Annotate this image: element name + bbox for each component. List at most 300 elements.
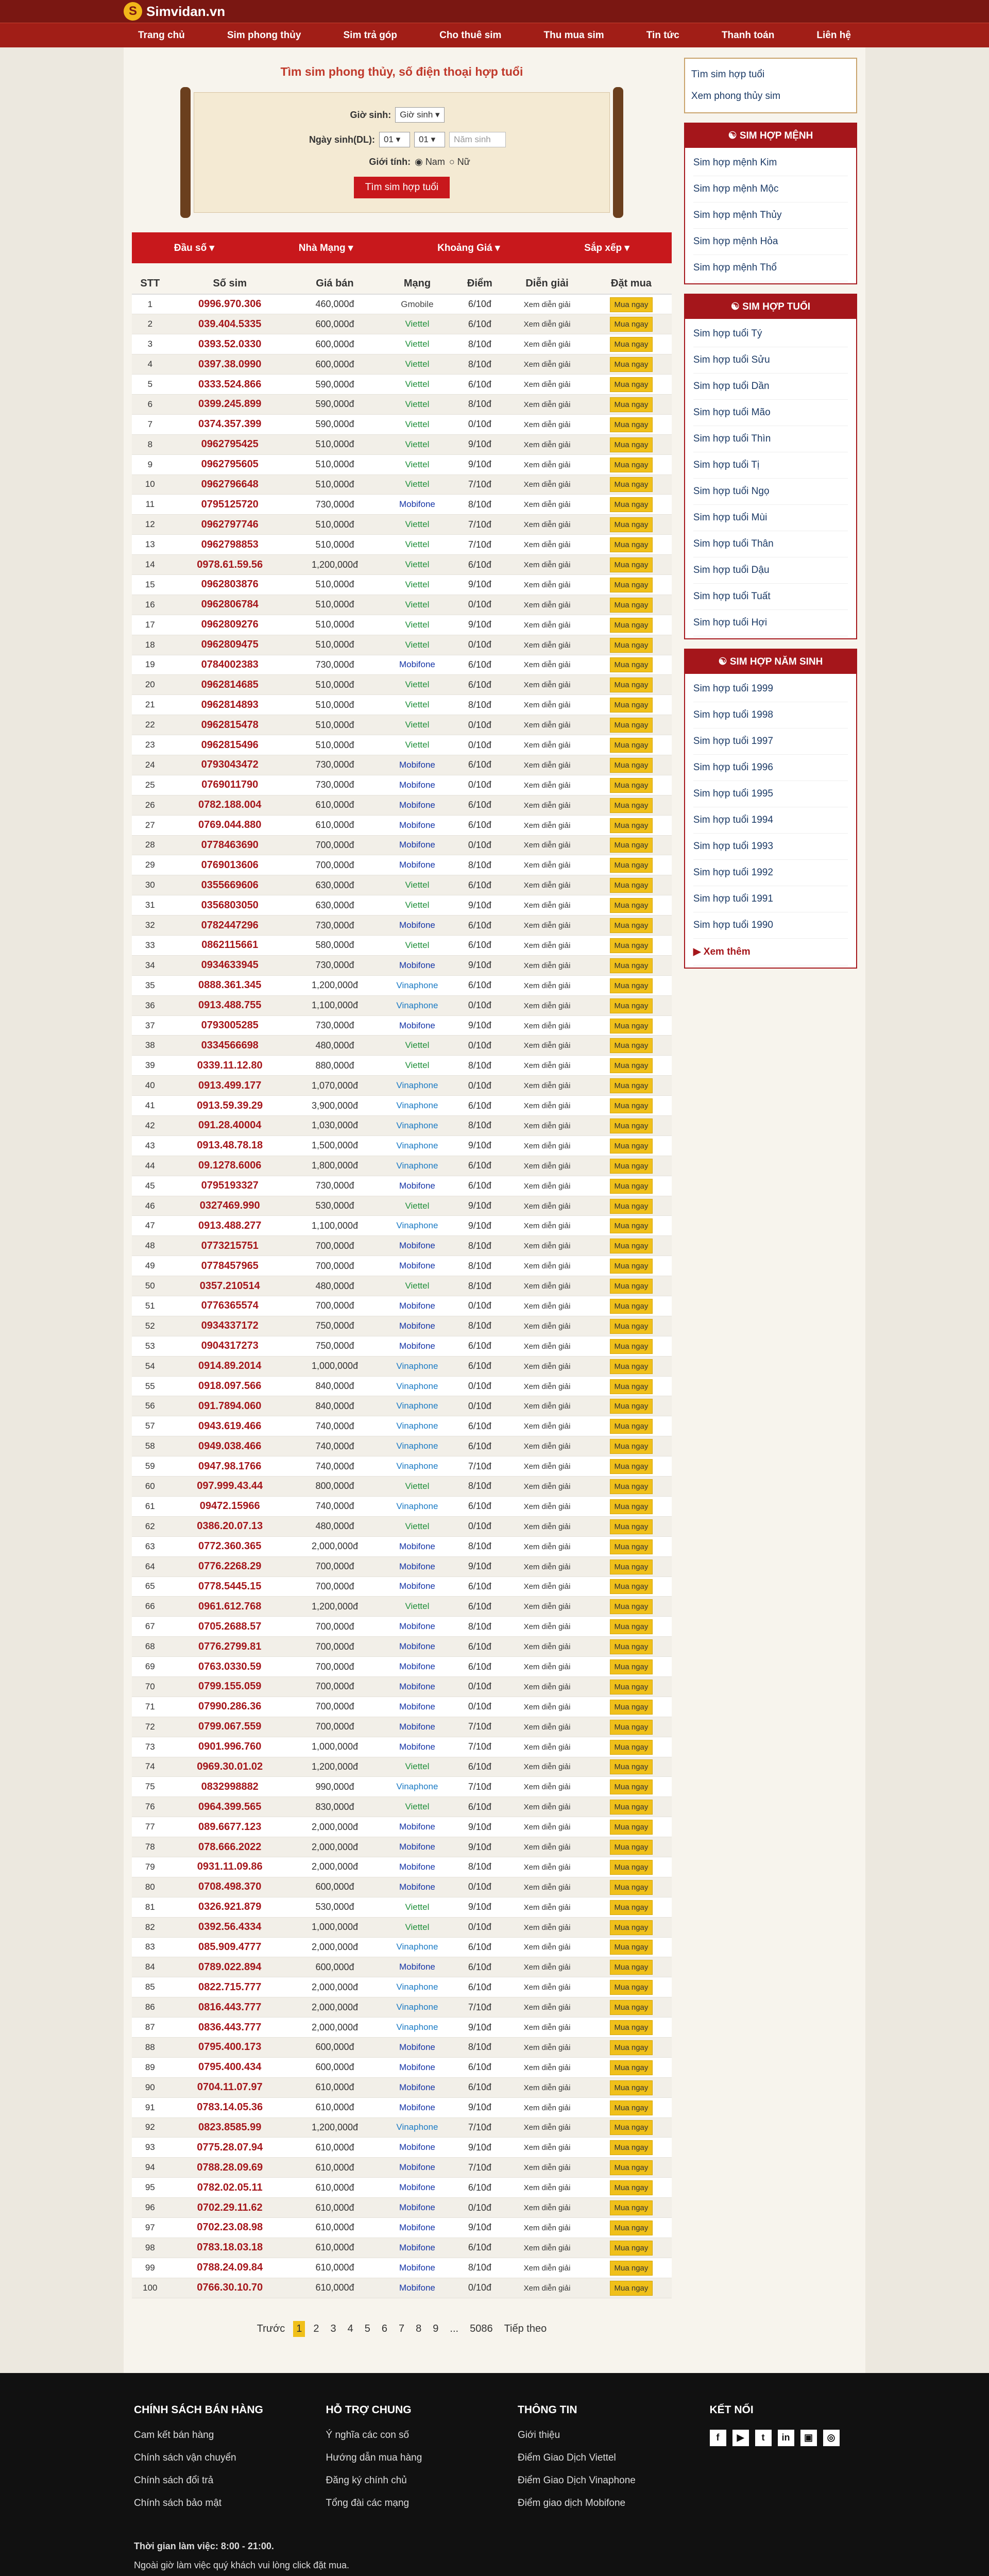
explain-link[interactable]: Xem diễn giải: [523, 1843, 571, 1852]
explain-link[interactable]: Xem diễn giải: [523, 1262, 571, 1271]
sim-number[interactable]: 0996.970.306: [168, 294, 292, 314]
buy-now-button[interactable]: Mua ngay: [610, 1459, 653, 1474]
buy-now-button[interactable]: Mua ngay: [610, 1159, 653, 1174]
buy-now-button[interactable]: Mua ngay: [610, 998, 653, 1013]
gender-female-radio[interactable]: ○ Nữ: [449, 157, 470, 167]
buy-now-button[interactable]: Mua ngay: [610, 838, 653, 853]
buy-now-button[interactable]: Mua ngay: [610, 898, 653, 913]
buy-now-button[interactable]: Mua ngay: [610, 1920, 653, 1935]
explain-link[interactable]: Xem diễn giải: [523, 1141, 571, 1150]
sim-number[interactable]: 0962796648: [168, 474, 292, 495]
buy-now-button[interactable]: Mua ngay: [610, 718, 653, 733]
explain-link[interactable]: Xem diễn giải: [523, 360, 571, 369]
sim-number[interactable]: 0769013606: [168, 855, 292, 875]
explain-link[interactable]: Xem diễn giải: [523, 2083, 571, 2092]
sim-number[interactable]: 0816.443.777: [168, 1997, 292, 2018]
footer-link[interactable]: Điểm Giao Dịch Vinaphone: [518, 2475, 636, 2486]
sim-number[interactable]: 0901.996.760: [168, 1737, 292, 1757]
explain-link[interactable]: Xem diễn giải: [523, 540, 571, 550]
footer-link[interactable]: Hướng dẫn mua hàng: [326, 2452, 422, 2463]
buy-now-button[interactable]: Mua ngay: [610, 1279, 653, 1294]
buy-now-button[interactable]: Mua ngay: [610, 2221, 653, 2235]
buy-now-button[interactable]: Mua ngay: [610, 778, 653, 793]
buy-now-button[interactable]: Mua ngay: [610, 377, 653, 392]
sim-number[interactable]: 0392.56.4334: [168, 1917, 292, 1937]
explain-link[interactable]: Xem diễn giải: [523, 380, 571, 389]
sim-number[interactable]: 0397.38.0990: [168, 354, 292, 375]
buy-now-button[interactable]: Mua ngay: [610, 2160, 653, 2175]
buy-now-button[interactable]: Mua ngay: [610, 1960, 653, 1975]
sim-number[interactable]: 0962814685: [168, 675, 292, 695]
sidebar-item-namsinh[interactable]: Sim hợp tuổi 1995: [693, 781, 848, 807]
buy-now-button[interactable]: Mua ngay: [610, 1319, 653, 1334]
buy-now-button[interactable]: Mua ngay: [610, 1019, 653, 1033]
explain-link[interactable]: Xem diễn giải: [523, 640, 571, 650]
explain-link[interactable]: Xem diễn giải: [523, 1562, 571, 1571]
buy-now-button[interactable]: Mua ngay: [610, 1339, 653, 1354]
sim-number[interactable]: 0862115661: [168, 936, 292, 956]
explain-link[interactable]: Xem diễn giải: [523, 1862, 571, 1872]
sim-number[interactable]: 0914.89.2014: [168, 1356, 292, 1376]
buy-now-button[interactable]: Mua ngay: [610, 657, 653, 672]
buy-now-button[interactable]: Mua ngay: [610, 437, 653, 452]
explain-link[interactable]: Xem diễn giải: [523, 1462, 571, 1471]
sidebar-item-namsinh[interactable]: Sim hợp tuổi 1990: [693, 912, 848, 939]
explain-link[interactable]: Xem diễn giải: [523, 1642, 571, 1652]
pagination-item[interactable]: 1: [293, 2321, 305, 2337]
explain-link[interactable]: Xem diễn giải: [523, 861, 571, 870]
sim-number[interactable]: 0334566698: [168, 1036, 292, 1056]
buy-now-button[interactable]: Mua ngay: [610, 1379, 653, 1394]
sim-number[interactable]: 0766.30.10.70: [168, 2278, 292, 2298]
buy-now-button[interactable]: Mua ngay: [610, 2060, 653, 2075]
buy-now-button[interactable]: Mua ngay: [610, 698, 653, 713]
buy-now-button[interactable]: Mua ngay: [610, 1118, 653, 1133]
explain-link[interactable]: Xem diễn giải: [523, 520, 571, 530]
explain-link[interactable]: Xem diễn giải: [523, 961, 571, 970]
buy-now-button[interactable]: Mua ngay: [610, 598, 653, 613]
footer-link[interactable]: Ý nghĩa các con số: [326, 2429, 410, 2441]
explain-link[interactable]: Xem diễn giải: [523, 1161, 571, 1171]
explain-link[interactable]: Xem diễn giải: [523, 580, 571, 589]
sidebar-top-link[interactable]: Xem phong thủy sim: [691, 91, 781, 101]
sim-number[interactable]: 091.28.40004: [168, 1116, 292, 1136]
buy-now-button[interactable]: Mua ngay: [610, 1058, 653, 1073]
sim-number[interactable]: 078.666.2022: [168, 1837, 292, 1857]
sim-number[interactable]: 0356803050: [168, 895, 292, 916]
sim-number[interactable]: 0918.097.566: [168, 1376, 292, 1396]
nav-item[interactable]: Trang chủ: [138, 30, 185, 41]
sim-number[interactable]: 0832998882: [168, 1777, 292, 1797]
sim-number[interactable]: 0704.11.07.97: [168, 2077, 292, 2097]
buy-now-button[interactable]: Mua ngay: [610, 357, 653, 372]
explain-link[interactable]: Xem diễn giải: [523, 1181, 571, 1191]
sim-number[interactable]: 0934337172: [168, 1316, 292, 1336]
sim-number[interactable]: 0913.499.177: [168, 1076, 292, 1096]
filter-dropdown[interactable]: Đầu số ▾: [174, 242, 215, 253]
sidebar-item-menh[interactable]: Sim hợp mệnh Mộc: [693, 176, 848, 202]
explain-link[interactable]: Xem diễn giải: [523, 340, 571, 349]
explain-link[interactable]: Xem diễn giải: [523, 1923, 571, 1932]
sim-number[interactable]: 039.404.5335: [168, 314, 292, 334]
buy-now-button[interactable]: Mua ngay: [610, 858, 653, 873]
buy-now-button[interactable]: Mua ngay: [610, 297, 653, 312]
explain-link[interactable]: Xem diễn giải: [523, 1983, 571, 1992]
buy-now-button[interactable]: Mua ngay: [610, 2281, 653, 2296]
sim-number[interactable]: 0788.28.09.69: [168, 2158, 292, 2178]
sim-number[interactable]: 0913.488.277: [168, 1216, 292, 1236]
buy-now-button[interactable]: Mua ngay: [610, 457, 653, 472]
sidebar-item-menh[interactable]: Sim hợp mệnh Hỏa: [693, 229, 848, 255]
explain-link[interactable]: Xem diễn giải: [523, 681, 571, 690]
sim-number[interactable]: 0795125720: [168, 495, 292, 515]
explain-link[interactable]: Xem diễn giải: [523, 1061, 571, 1071]
nav-item[interactable]: Cho thuê sim: [439, 30, 502, 41]
footer-link[interactable]: Chính sách vận chuyển: [134, 2452, 236, 2463]
sidebar-top-link[interactable]: Tìm sim hợp tuổi: [691, 69, 765, 80]
sim-number[interactable]: 0788.24.09.84: [168, 2258, 292, 2278]
explain-link[interactable]: Xem diễn giải: [523, 941, 571, 950]
sim-number[interactable]: 0783.14.05.36: [168, 2097, 292, 2117]
sim-number[interactable]: 0399.245.899: [168, 394, 292, 414]
buy-now-button[interactable]: Mua ngay: [610, 1700, 653, 1715]
explain-link[interactable]: Xem diễn giải: [523, 1442, 571, 1451]
birth-hour-select[interactable]: Giờ sinh ▾: [395, 107, 444, 123]
buy-now-button[interactable]: Mua ngay: [610, 798, 653, 813]
explain-link[interactable]: Xem diễn giải: [523, 1282, 571, 1291]
buy-now-button[interactable]: Mua ngay: [610, 1218, 653, 1233]
sim-number[interactable]: 0947.98.1766: [168, 1456, 292, 1477]
sim-number[interactable]: 0355669606: [168, 875, 292, 895]
sim-number[interactable]: 0962809276: [168, 615, 292, 635]
buy-now-button[interactable]: Mua ngay: [610, 2000, 653, 2015]
buy-now-button[interactable]: Mua ngay: [610, 1519, 653, 1534]
sim-number[interactable]: 0799.067.559: [168, 1717, 292, 1737]
buy-now-button[interactable]: Mua ngay: [610, 1860, 653, 1875]
buy-now-button[interactable]: Mua ngay: [610, 497, 653, 512]
buy-now-button[interactable]: Mua ngay: [610, 918, 653, 933]
nav-item[interactable]: Thanh toán: [721, 30, 775, 41]
footer-link[interactable]: Điểm Giao Dịch Viettel: [518, 2452, 616, 2463]
sidebar-item-tuoi[interactable]: Sim hợp tuổi Tuất: [693, 584, 848, 610]
sim-number[interactable]: 0962803876: [168, 574, 292, 595]
sim-number[interactable]: 0782.188.004: [168, 795, 292, 815]
search-submit-button[interactable]: Tìm sim hợp tuổi: [354, 177, 450, 198]
sim-number[interactable]: 089.6677.123: [168, 1817, 292, 1837]
explain-link[interactable]: Xem diễn giải: [523, 901, 571, 910]
explain-link[interactable]: Xem diễn giải: [523, 2204, 571, 2213]
birth-month-select[interactable]: 01 ▾: [414, 132, 445, 147]
buy-now-button[interactable]: Mua ngay: [610, 477, 653, 492]
explain-link[interactable]: Xem diễn giải: [523, 1883, 571, 1892]
sim-number[interactable]: 0949.038.466: [168, 1436, 292, 1456]
sim-number[interactable]: 0327469.990: [168, 1196, 292, 1216]
explain-link[interactable]: Xem diễn giải: [523, 1762, 571, 1772]
footer-link[interactable]: Tổng đài các mạng: [326, 2497, 410, 2509]
buy-now-button[interactable]: Mua ngay: [610, 1560, 653, 1574]
sim-number[interactable]: 0964.399.565: [168, 1797, 292, 1817]
explain-link[interactable]: Xem diễn giải: [523, 2123, 571, 2132]
buy-now-button[interactable]: Mua ngay: [610, 878, 653, 893]
buy-now-button[interactable]: Mua ngay: [610, 1900, 653, 1915]
explain-link[interactable]: Xem diễn giải: [523, 2143, 571, 2153]
buy-now-button[interactable]: Mua ngay: [610, 417, 653, 432]
sidebar-item-namsinh[interactable]: Sim hợp tuổi 1996: [693, 755, 848, 781]
social-icon[interactable]: t: [755, 2430, 772, 2446]
explain-link[interactable]: Xem diễn giải: [523, 1242, 571, 1251]
buy-now-button[interactable]: Mua ngay: [610, 958, 653, 973]
sim-number[interactable]: 07990.286.36: [168, 1697, 292, 1717]
buy-now-button[interactable]: Mua ngay: [610, 2040, 653, 2055]
sim-number[interactable]: 0795193327: [168, 1176, 292, 1196]
footer-link[interactable]: Giới thiệu: [518, 2429, 560, 2441]
buy-now-button[interactable]: Mua ngay: [610, 1599, 653, 1614]
sim-number[interactable]: 0789.022.894: [168, 1957, 292, 1977]
buy-now-button[interactable]: Mua ngay: [610, 1740, 653, 1755]
buy-now-button[interactable]: Mua ngay: [610, 1479, 653, 1494]
sim-number[interactable]: 0931.11.09.86: [168, 1857, 292, 1877]
explain-link[interactable]: Xem diễn giải: [523, 600, 571, 609]
sidebar-item-tuoi[interactable]: Sim hợp tuổi Mùi: [693, 505, 848, 531]
sim-number[interactable]: 097.999.43.44: [168, 1477, 292, 1497]
sim-number[interactable]: 0783.18.03.18: [168, 2238, 292, 2258]
buy-now-button[interactable]: Mua ngay: [610, 1780, 653, 1794]
buy-now-button[interactable]: Mua ngay: [610, 638, 653, 653]
buy-now-button[interactable]: Mua ngay: [610, 2241, 653, 2256]
sidebar-item-tuoi[interactable]: Sim hợp tuổi Thìn: [693, 426, 848, 452]
explain-link[interactable]: Xem diễn giải: [523, 1682, 571, 1691]
sidebar-item-menh[interactable]: Sim hợp mệnh Thủy: [693, 202, 848, 229]
buy-now-button[interactable]: Mua ngay: [610, 1579, 653, 1594]
sim-number[interactable]: 0702.23.08.98: [168, 2218, 292, 2238]
explain-link[interactable]: Xem diễn giải: [523, 741, 571, 750]
sim-number[interactable]: 0961.612.768: [168, 1597, 292, 1617]
footer-link[interactable]: Chính sách đổi trả: [134, 2475, 214, 2486]
explain-link[interactable]: Xem diễn giải: [523, 2223, 571, 2232]
sim-number[interactable]: 0934633945: [168, 955, 292, 975]
sim-number[interactable]: 0799.155.059: [168, 1676, 292, 1697]
sim-number[interactable]: 0782447296: [168, 916, 292, 936]
explain-link[interactable]: Xem diễn giải: [523, 1903, 571, 1912]
sidebar-item-tuoi[interactable]: Sim hợp tuổi Tị: [693, 452, 848, 479]
buy-now-button[interactable]: Mua ngay: [610, 2020, 653, 2035]
buy-now-button[interactable]: Mua ngay: [610, 1880, 653, 1895]
explain-link[interactable]: Xem diễn giải: [523, 1301, 571, 1311]
footer-link[interactable]: Cam kết bán hàng: [134, 2429, 214, 2441]
explain-link[interactable]: Xem diễn giải: [523, 701, 571, 710]
pagination-item[interactable]: 2: [313, 2323, 319, 2334]
nav-item[interactable]: Sim trả góp: [343, 30, 398, 41]
explain-link[interactable]: Xem diễn giải: [523, 981, 571, 990]
footer-link[interactable]: Chính sách bảo mật: [134, 2497, 222, 2509]
social-icon[interactable]: f: [710, 2430, 726, 2446]
buy-now-button[interactable]: Mua ngay: [610, 1098, 653, 1113]
sidebar-item-tuoi[interactable]: Sim hợp tuổi Dậu: [693, 557, 848, 584]
buy-now-button[interactable]: Mua ngay: [610, 1800, 653, 1815]
buy-now-button[interactable]: Mua ngay: [610, 1199, 653, 1214]
sim-number[interactable]: 0778463690: [168, 835, 292, 855]
sidebar-item-namsinh[interactable]: Sim hợp tuổi 1991: [693, 886, 848, 912]
filter-dropdown[interactable]: Nhà Mạng ▾: [298, 242, 353, 253]
explain-link[interactable]: Xem diễn giải: [523, 1502, 571, 1511]
explain-link[interactable]: Xem diễn giải: [523, 2043, 571, 2052]
sim-number[interactable]: 0769.044.880: [168, 815, 292, 835]
explain-link[interactable]: Xem diễn giải: [523, 801, 571, 810]
explain-link[interactable]: Xem diễn giải: [523, 760, 571, 770]
buy-now-button[interactable]: Mua ngay: [610, 1078, 653, 1093]
sim-number[interactable]: 0778457965: [168, 1256, 292, 1276]
see-more-link[interactable]: ▶ Xem thêm: [693, 939, 848, 965]
sim-number[interactable]: 0333.524.866: [168, 375, 292, 395]
buy-now-button[interactable]: Mua ngay: [610, 537, 653, 552]
sidebar-item-tuoi[interactable]: Sim hợp tuổi Mão: [693, 400, 848, 426]
explain-link[interactable]: Xem diễn giải: [523, 1602, 571, 1612]
explain-link[interactable]: Xem diễn giải: [523, 1663, 571, 1671]
explain-link[interactable]: Xem diễn giải: [523, 2003, 571, 2012]
explain-link[interactable]: Xem diễn giải: [523, 1001, 571, 1010]
sidebar-item-tuoi[interactable]: Sim hợp tuổi Hợi: [693, 610, 848, 636]
sim-number[interactable]: 0782.02.05.11: [168, 2178, 292, 2198]
explain-link[interactable]: Xem diễn giải: [523, 1382, 571, 1391]
explain-link[interactable]: Xem diễn giải: [523, 1201, 571, 1211]
sim-number[interactable]: 0793043472: [168, 755, 292, 775]
buy-now-button[interactable]: Mua ngay: [610, 1299, 653, 1314]
sim-number[interactable]: 0823.8585.99: [168, 2117, 292, 2138]
sim-number[interactable]: 0776.2799.81: [168, 1637, 292, 1657]
sim-number[interactable]: 0374.357.399: [168, 414, 292, 434]
explain-link[interactable]: Xem diễn giải: [523, 1702, 571, 1711]
buy-now-button[interactable]: Mua ngay: [610, 1259, 653, 1274]
sim-number[interactable]: 0775.28.07.94: [168, 2138, 292, 2158]
sidebar-item-namsinh[interactable]: Sim hợp tuổi 1992: [693, 860, 848, 886]
explain-link[interactable]: Xem diễn giải: [523, 1121, 571, 1130]
pagination-item[interactable]: 5: [364, 2323, 370, 2334]
explain-link[interactable]: Xem diễn giải: [523, 1522, 571, 1531]
sidebar-item-namsinh[interactable]: Sim hợp tuổi 1994: [693, 807, 848, 834]
explain-link[interactable]: Xem diễn giải: [523, 2283, 571, 2293]
sim-number[interactable]: 0784002383: [168, 655, 292, 675]
explain-link[interactable]: Xem diễn giải: [523, 1582, 571, 1591]
explain-link[interactable]: Xem diễn giải: [523, 921, 571, 930]
sim-number[interactable]: 0913.488.755: [168, 995, 292, 1015]
buy-now-button[interactable]: Mua ngay: [610, 1179, 653, 1194]
explain-link[interactable]: Xem diễn giải: [523, 620, 571, 630]
sidebar-item-namsinh[interactable]: Sim hợp tuổi 1998: [693, 702, 848, 728]
birth-year-input[interactable]: Năm sinh: [449, 132, 506, 147]
pagination-item[interactable]: 5086: [470, 2323, 493, 2334]
birth-day-select[interactable]: 01 ▾: [379, 132, 410, 147]
buy-now-button[interactable]: Mua ngay: [610, 2200, 653, 2215]
social-icon[interactable]: ▣: [800, 2430, 817, 2446]
sidebar-item-menh[interactable]: Sim hợp mệnh Kim: [693, 150, 848, 176]
sim-number[interactable]: 0326.921.879: [168, 1897, 292, 1917]
explain-link[interactable]: Xem diễn giải: [523, 721, 571, 730]
social-icon[interactable]: in: [778, 2430, 794, 2446]
buy-now-button[interactable]: Mua ngay: [610, 557, 653, 572]
sim-number[interactable]: 0776.2268.29: [168, 1556, 292, 1577]
nav-item[interactable]: Thu mua sim: [543, 30, 604, 41]
explain-link[interactable]: Xem diễn giải: [523, 1783, 571, 1792]
nav-item[interactable]: Sim phong thủy: [227, 30, 301, 41]
sim-number[interactable]: 0962795425: [168, 434, 292, 454]
explain-link[interactable]: Xem diễn giải: [523, 781, 571, 790]
explain-link[interactable]: Xem diễn giải: [523, 2243, 571, 2252]
explain-link[interactable]: Xem diễn giải: [523, 1943, 571, 1952]
social-icon[interactable]: ◎: [823, 2430, 840, 2446]
sidebar-item-namsinh[interactable]: Sim hợp tuổi 1997: [693, 728, 848, 755]
sim-number[interactable]: 0772.360.365: [168, 1536, 292, 1556]
sim-number[interactable]: 0393.52.0330: [168, 334, 292, 354]
buy-now-button[interactable]: Mua ngay: [610, 1759, 653, 1774]
buy-now-button[interactable]: Mua ngay: [610, 2120, 653, 2135]
sim-number[interactable]: 0962795605: [168, 454, 292, 474]
explain-link[interactable]: Xem diễn giải: [523, 480, 571, 489]
filter-dropdown[interactable]: Sắp xếp ▾: [584, 242, 629, 253]
pagination-item[interactable]: 7: [399, 2323, 405, 2334]
explain-link[interactable]: Xem diễn giải: [523, 1622, 571, 1632]
sim-number[interactable]: 0962815496: [168, 735, 292, 755]
sim-number[interactable]: 0888.361.345: [168, 975, 292, 995]
sim-number[interactable]: 0793005285: [168, 1015, 292, 1036]
nav-item[interactable]: Liên hệ: [816, 30, 851, 41]
buy-now-button[interactable]: Mua ngay: [610, 1659, 653, 1674]
explain-link[interactable]: Xem diễn giải: [523, 2163, 571, 2173]
buy-now-button[interactable]: Mua ngay: [610, 938, 653, 953]
social-icon[interactable]: ▶: [732, 2430, 749, 2446]
sim-number[interactable]: 0708.498.370: [168, 1877, 292, 1897]
sidebar-item-tuoi[interactable]: Sim hợp tuổi Sửu: [693, 347, 848, 374]
buy-now-button[interactable]: Mua ngay: [610, 2180, 653, 2195]
buy-now-button[interactable]: Mua ngay: [610, 1239, 653, 1253]
sim-number[interactable]: 0913.59.39.29: [168, 1096, 292, 1116]
sim-number[interactable]: 0776365574: [168, 1296, 292, 1316]
explain-link[interactable]: Xem diễn giải: [523, 400, 571, 409]
sim-number[interactable]: 0795.400.434: [168, 2057, 292, 2077]
sim-number[interactable]: 0386.20.07.13: [168, 1516, 292, 1536]
explain-link[interactable]: Xem diễn giải: [523, 1542, 571, 1551]
buy-now-button[interactable]: Mua ngay: [610, 1399, 653, 1414]
footer-link[interactable]: Đăng ký chính chủ: [326, 2475, 407, 2486]
sim-number[interactable]: 091.7894.060: [168, 1396, 292, 1416]
explain-link[interactable]: Xem diễn giải: [523, 1823, 571, 1832]
buy-now-button[interactable]: Mua ngay: [610, 978, 653, 993]
explain-link[interactable]: Xem diễn giải: [523, 2103, 571, 2112]
pagination-item[interactable]: 6: [381, 2323, 388, 2334]
buy-now-button[interactable]: Mua ngay: [610, 2140, 653, 2155]
sim-number[interactable]: 0357.210514: [168, 1276, 292, 1296]
buy-now-button[interactable]: Mua ngay: [610, 738, 653, 753]
explain-link[interactable]: Xem diễn giải: [523, 1342, 571, 1351]
buy-now-button[interactable]: Mua ngay: [610, 1940, 653, 1955]
sim-number[interactable]: 0795.400.173: [168, 2037, 292, 2057]
explain-link[interactable]: Xem diễn giải: [523, 2063, 571, 2072]
buy-now-button[interactable]: Mua ngay: [610, 1359, 653, 1374]
sim-number[interactable]: 0904317273: [168, 1336, 292, 1356]
buy-now-button[interactable]: Mua ngay: [610, 578, 653, 592]
explain-link[interactable]: Xem diễn giải: [523, 1081, 571, 1091]
buy-now-button[interactable]: Mua ngay: [610, 1499, 653, 1514]
buy-now-button[interactable]: Mua ngay: [610, 1639, 653, 1654]
sim-number[interactable]: 0773215751: [168, 1236, 292, 1256]
buy-now-button[interactable]: Mua ngay: [610, 1419, 653, 1434]
sim-number[interactable]: 0962798853: [168, 535, 292, 555]
pagination-item[interactable]: 4: [347, 2323, 353, 2334]
explain-link[interactable]: Xem diễn giải: [523, 420, 571, 429]
explain-link[interactable]: Xem diễn giải: [523, 1402, 571, 1411]
buy-now-button[interactable]: Mua ngay: [610, 2080, 653, 2095]
nav-item[interactable]: Tin tức: [646, 30, 679, 41]
explain-link[interactable]: Xem diễn giải: [523, 1101, 571, 1111]
